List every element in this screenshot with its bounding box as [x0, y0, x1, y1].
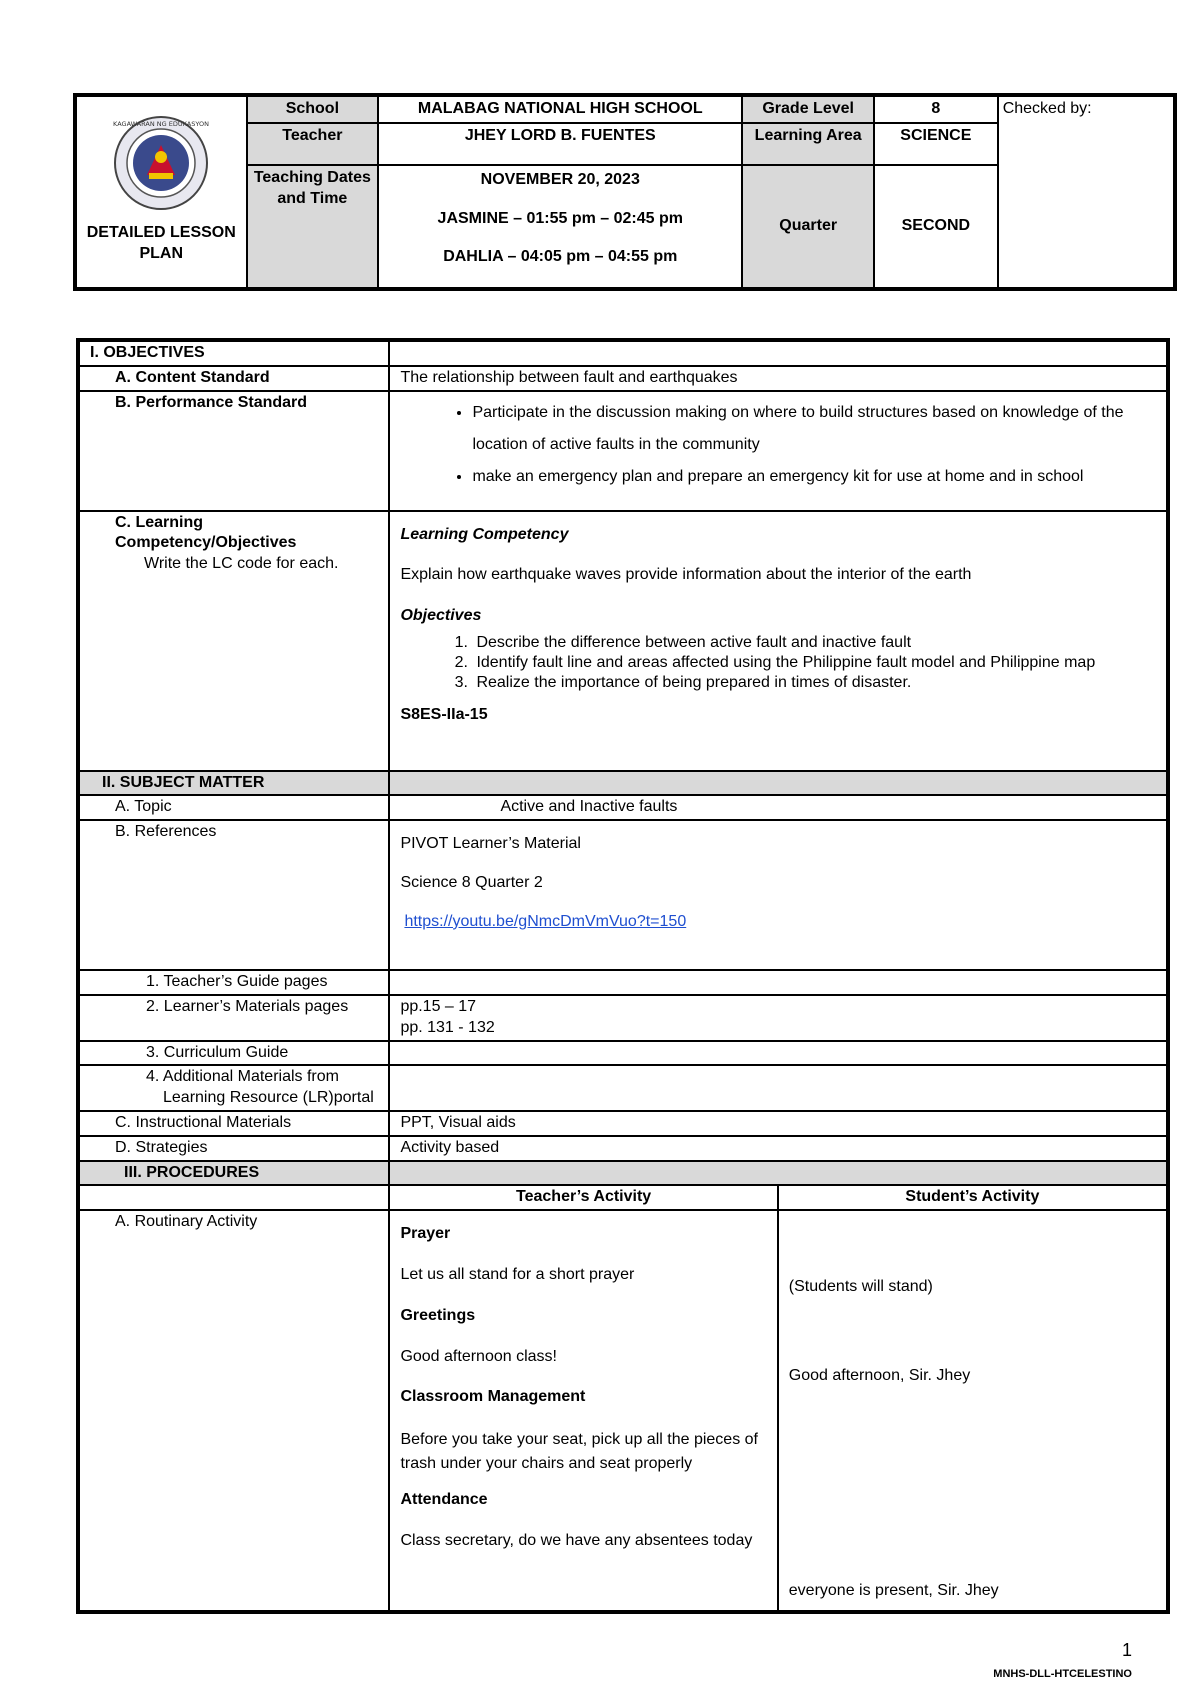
- school-label: School: [247, 95, 379, 123]
- quarter-value: SECOND: [874, 165, 998, 289]
- competency-label: C. Learning Competency/Objectives: [115, 513, 297, 552]
- reference-1: PIVOT Learner’s Material: [400, 835, 581, 853]
- lc-text: Explain how earthquake waves provide information about the interior of the earth: [400, 566, 972, 584]
- grade-label: Grade Level: [742, 95, 874, 123]
- prayer-heading: Prayer: [400, 1225, 451, 1243]
- tg-pages-label: 1. Teacher’s Guide pages: [78, 970, 389, 995]
- student-activity-header: Student’s Activity: [778, 1185, 1168, 1210]
- greetings-student: Good afternoon, Sir. Jhey: [788, 1366, 971, 1384]
- student-activity-cell: [778, 1210, 1168, 1612]
- objectives-heading: I. OBJECTIVES: [78, 340, 389, 366]
- list-item: 2. Identify fault line and areas affected using the Philippine fault model and Philippine map: [472, 653, 1156, 673]
- reference-link[interactable]: https://youtu.be/gNmcDmVmVuo?t=150: [404, 912, 687, 930]
- routinary-label: A. Routinary Activity: [78, 1210, 389, 1612]
- teacher-label: Teacher: [247, 123, 379, 165]
- time-dahlia: DAHLIA – 04:05 pm – 04:55 pm: [443, 248, 678, 266]
- doc-type-cell: [75, 95, 247, 289]
- lm-pages-label: 2. Learner’s Materials pages: [78, 995, 389, 1041]
- strategies-label: D. Strategies: [78, 1136, 389, 1161]
- procedures-heading: III. PROCEDURES: [78, 1161, 389, 1186]
- instructional-materials: PPT, Visual aids: [389, 1111, 1168, 1136]
- topic-label: A. Topic: [78, 795, 389, 820]
- header-table: [73, 93, 1177, 291]
- teaching-date: NOVEMBER 20, 2023: [480, 170, 640, 188]
- area-value: SCIENCE: [874, 123, 998, 165]
- cg-label: 3. Curriculum Guide: [78, 1041, 389, 1066]
- time-jasmine: JASMINE – 01:55 pm – 02:45 pm: [437, 209, 683, 227]
- competency-label-cell: [78, 511, 389, 771]
- lm-pages: [389, 995, 1168, 1041]
- topic-value: Active and Inactive faults: [389, 795, 1168, 820]
- content-standard: The relationship between fault and earthquakes: [389, 366, 1168, 391]
- attendance-student: everyone is present, Sir. Jhey: [788, 1581, 999, 1599]
- references-label: B. References: [78, 820, 389, 970]
- performance-standard: [389, 391, 1168, 511]
- quarter-label: Quarter: [742, 165, 874, 289]
- lm-pages-2: pp. 131 - 132: [400, 1018, 495, 1036]
- teacher-activity-cell: [389, 1210, 777, 1612]
- grade-value: 8: [874, 95, 998, 123]
- instructional-materials-label: C. Instructional Materials: [78, 1111, 389, 1136]
- attendance-heading: Attendance: [400, 1491, 488, 1509]
- checked-by: Checked by:: [998, 95, 1175, 289]
- list-item: 3. Realize the importance of being prepared in times of disaster.: [472, 673, 1156, 693]
- objectives-subheading: Objectives: [400, 607, 482, 625]
- greetings-teacher: Good afternoon class!: [400, 1347, 557, 1365]
- competency-cell: [389, 511, 1168, 771]
- teacher-activity-header: Teacher’s Activity: [389, 1185, 777, 1210]
- lesson-plan-table: [76, 338, 1170, 1614]
- area-label: Learning Area: [742, 123, 874, 165]
- content-standard-label: A. Content Standard: [78, 366, 389, 391]
- footer-code: MNHS-DLL-HTCELESTINO: [993, 1668, 1132, 1680]
- list-item: • Participate in the discussion making on where to build structures based on knowledge of the location of active faults in the community: [472, 397, 1156, 461]
- list-item: • make an emergency plan and prepare an emergency kit for use at home and in school: [472, 461, 1156, 493]
- school-value: MALABAG NATIONAL HIGH SCHOOL: [378, 95, 742, 123]
- page-number: 1: [1121, 1640, 1132, 1660]
- classroom-management-teacher: Before you take your seat, pick up all the pieces of trash under your chairs and seat properly: [400, 1431, 758, 1473]
- lc-code: S8ES-IIa-15: [400, 705, 488, 723]
- prayer-student: (Students will stand): [788, 1278, 933, 1296]
- prayer-teacher: Let us all stand for a short prayer: [400, 1265, 635, 1283]
- additional-materials-line2: Learning Resource (LR)portal: [163, 1089, 374, 1107]
- references-cell: [389, 820, 1168, 970]
- classroom-management-heading: Classroom Management: [400, 1388, 586, 1406]
- subject-matter-heading: II. SUBJECT MATTER: [78, 771, 389, 796]
- reference-2: Science 8 Quarter 2: [400, 873, 543, 891]
- lm-pages-1: pp.15 – 17: [400, 997, 477, 1015]
- lc-heading: Learning Competency: [400, 525, 569, 543]
- list-item: 1. Describe the difference between active fault and inactive fault: [472, 633, 1156, 653]
- additional-materials-label: [78, 1065, 389, 1111]
- performance-standard-label: B. Performance Standard: [78, 391, 389, 511]
- additional-materials-line1: 4. Additional Materials from: [146, 1068, 339, 1086]
- greetings-heading: Greetings: [400, 1306, 476, 1324]
- dates-value: [378, 165, 742, 289]
- strategies: Activity based: [389, 1136, 1168, 1161]
- dates-label: Teaching Dates and Time: [247, 165, 379, 289]
- competency-note: Write the LC code for each.: [144, 555, 339, 573]
- teacher-value: JHEY LORD B. FUENTES: [378, 123, 742, 165]
- seal-text: KAGAWARAN NG EDUKASYON: [113, 120, 210, 129]
- doc-type: DETAILED LESSON PLAN: [86, 224, 236, 262]
- deped-seal-icon: [113, 115, 209, 211]
- attendance-teacher: Class secretary, do we have any absentees today: [400, 1531, 753, 1549]
